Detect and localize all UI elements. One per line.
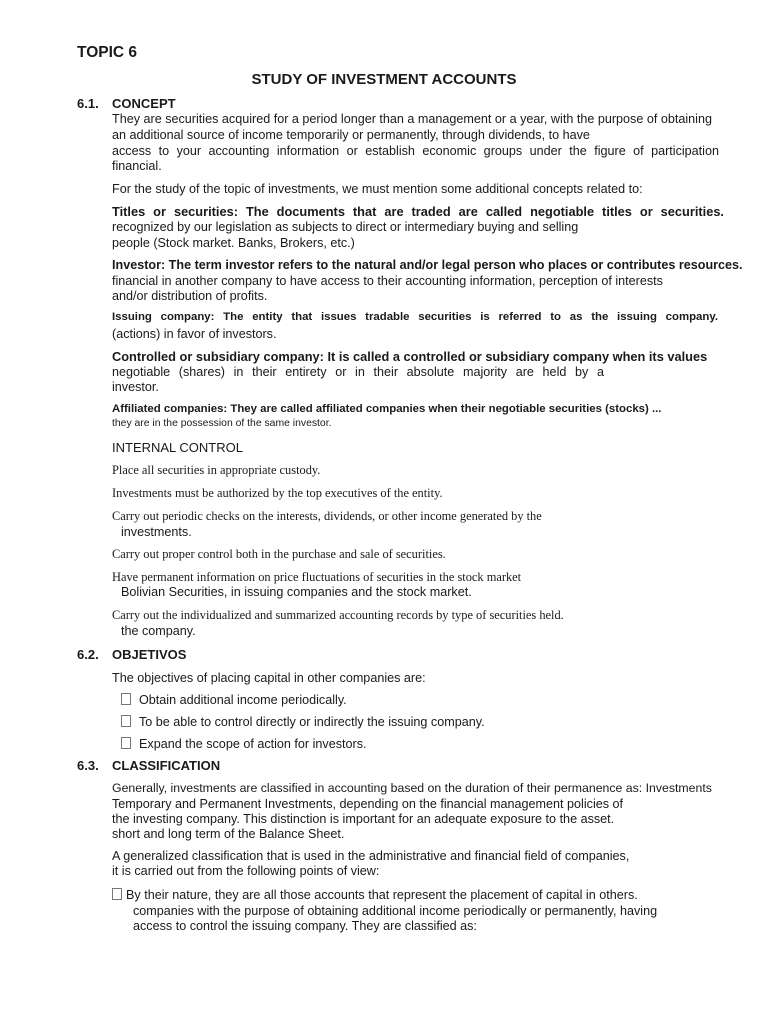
investor-definition-line: and/or distribution of profits. [112, 289, 268, 303]
nature-classification-line: companies with the purpose of obtaining additional income periodically or permanently, having [133, 904, 658, 918]
internal-control-item: Place all securities in appropriate custody. [112, 463, 321, 477]
internal-control-item-continuation: investments. [121, 525, 192, 539]
concept-paragraph-line: access to your accounting information or establish economic groups under the figure of participation [112, 144, 719, 158]
internal-control-item: Carry out periodic checks on the interests, dividends, or other income generated by the [112, 509, 542, 523]
internal-control-item: Carry out proper control both in the purchase and sale of securities. [112, 547, 446, 561]
titles-definition-bold: Titles or securities: The documents that are traded are called negotiable titles or securities. [112, 204, 724, 219]
objective-text: Obtain additional income periodically. [139, 693, 347, 707]
section-number-6-2: 6.2. [77, 647, 99, 662]
objective-text: To be able to control directly or indirectly the issuing company. [139, 715, 485, 729]
internal-control-item-continuation: Bolivian Securities, in issuing companies and the stock market. [121, 585, 472, 599]
objective-item [121, 715, 485, 729]
bullet-box-icon [112, 888, 122, 900]
classification-paragraph-line: it is carried out from the following points of view: [112, 864, 380, 878]
issuing-company-definition-bold: Issuing company: The entity that issues tradable securities is referred to as the issuing company. [112, 311, 718, 323]
controlled-company-definition-line: investor. [112, 380, 159, 394]
internal-control-item: Have permanent information on price fluctuations of securities in the stock market [112, 570, 522, 584]
internal-control-item: Carry out the individualized and summarized accounting records by type of securities held. [112, 608, 564, 622]
internal-control-item: Investments must be authorized by the top executives of the entity. [112, 486, 443, 500]
internal-control-item-continuation: the company. [121, 624, 196, 638]
bullet-box-icon [121, 693, 131, 705]
classification-paragraph-line: Temporary and Permanent Investments, depending on the financial management policies of [112, 797, 624, 811]
objective-item [121, 737, 367, 751]
nature-classification-text: By their nature, they are all those accounts that represent the placement of capital in others. [126, 888, 638, 902]
bullet-box-icon [121, 715, 131, 727]
objectives-intro: The objectives of placing capital in other companies are: [112, 671, 426, 685]
objective-item [121, 693, 347, 707]
concept-paragraph-line: They are securities acquired for a period longer than a management or a year, with the purpose of obtaining [112, 112, 712, 126]
internal-control-heading: INTERNAL CONTROL [112, 440, 243, 455]
issuing-company-definition-line: (actions) in favor of investors. [112, 327, 277, 341]
classification-paragraph-line: short and long term of the Balance Sheet. [112, 827, 345, 841]
concept-paragraph-line: financial. [112, 159, 162, 173]
concept-paragraph-line: an additional source of income temporarily or permanently, through dividends, to have [112, 128, 590, 142]
concepts-intro: For the study of the topic of investments, we must mention some additional concepts related to: [112, 182, 643, 196]
section-heading-concept: CONCEPT [112, 96, 176, 111]
affiliated-companies-definition-bold: Affiliated companies: They are called affiliated companies when their negotiable securities (stocks) ... [112, 403, 662, 415]
controlled-company-definition-line: negotiable (shares) in their entirety or in their absolute majority are held by a [112, 365, 604, 379]
page-title: STUDY OF INVESTMENT ACCOUNTS [251, 71, 517, 88]
nature-classification-line: access to control the issuing company. They are classified as: [133, 919, 477, 933]
affiliated-companies-definition-line: they are in the possession of the same investor. [112, 418, 332, 429]
classification-paragraph-line: the investing company. This distinction is important for an adequate exposure to the asset. [112, 812, 615, 826]
section-number-6-3: 6.3. [77, 758, 99, 773]
titles-definition-line: recognized by our legislation as subjects to direct or intermediary buying and selling [112, 220, 579, 234]
controlled-company-definition-bold: Controlled or subsidiary company: It is called a controlled or subsidiary company when its values [112, 349, 708, 364]
section-heading-objetivos: OBJETIVOS [112, 647, 187, 662]
nature-classification-item [112, 888, 638, 902]
classification-paragraph-line: A generalized classification that is used in the administrative and financial field of companies, [112, 849, 630, 863]
section-number-6-1: 6.1. [77, 96, 99, 111]
bullet-box-icon [121, 737, 131, 749]
objective-text: Expand the scope of action for investors. [139, 737, 367, 751]
section-heading-classification: CLASSIFICATION [112, 758, 221, 773]
investor-definition-line: financial in another company to have access to their accounting information, perception of interests [112, 274, 663, 288]
topic-heading: TOPIC 6 [77, 44, 138, 61]
investor-definition-bold: Investor: The term investor refers to the natural and/or legal person who places or contributes resources. [112, 258, 743, 272]
classification-paragraph-line: Generally, investments are classified in accounting based on the duration of their permanence as: Investments [112, 781, 712, 795]
titles-definition-line: people (Stock market. Banks, Brokers, etc.) [112, 236, 355, 250]
